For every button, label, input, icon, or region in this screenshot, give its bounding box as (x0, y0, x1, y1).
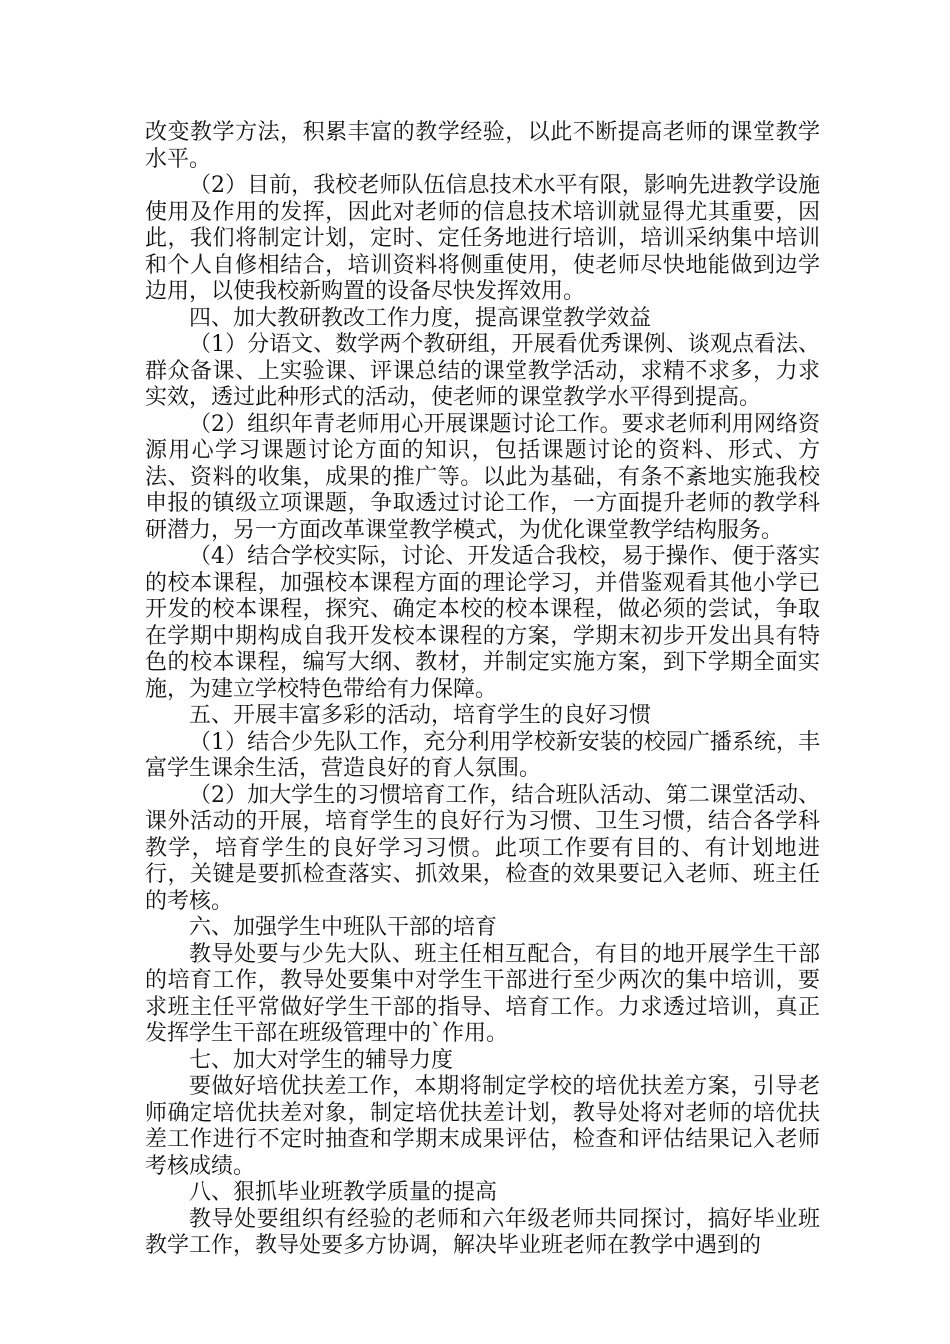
paragraph-graduating-class: 教导处要组织有经验的老师和六年级老师共同探讨，搞好毕业班教学工作，教导处要多方协调，解决毕业班老师在教学中遇到的 (145, 1206, 820, 1258)
paragraph-student-cadres: 教导处要与少先大队、班主任相互配合，有目的地开展学生干部的培育工作，教导处要集中对学生干部进行至少两次的集中培训，要求班主任平常做好学生干部的指导、培育工作。力求透过培训，真正发挥学生干部在班级管理中的`作用。 (145, 941, 820, 1046)
paragraph-habits: （2）加大学生的习惯培育工作，结合班队活动、第二课堂活动、课外活动的开展，培育学生的良好行为习惯、卫生习惯，结合各学科教学，培育学生的良好学习习惯。此项工作要有目的、有计划地进行，关键是要抓检查落实、抓效果，检查的效果要记入老师、班主任的考核。 (145, 782, 820, 914)
paragraph-young-teachers: （2）组织年青老师用心开展课题讨论工作。要求老师利用网络资源用心学习课题讨论方面的知识，包括课题讨论的资料、形式、方法、资料的收集，成果的推广等。以此为基础，有条不紊地实施我校申报的镇级立项课题，争取透过讨论工作，一方面提升老师的教学科研潜力，另一方面改革课堂教学模式，为优化课堂教学结构服务。 (145, 411, 820, 543)
paragraph-research-groups: （1）分语文、数学两个教研组，开展看优秀课例、谈观点看法、群众备课、上实验课、评课总结的课堂教学活动，求精不求多，力求实效，透过此种形式的活动，使老师的课堂教学水平得到提高。 (145, 332, 820, 410)
section-heading-8: 八、狠抓毕业班教学质量的提高 (189, 1180, 498, 1205)
paragraph-young-pioneers: （1）结合少先队工作，充分利用学校新安装的校园广播系统，丰富学生课余生活，营造良好的育人氛围。 (145, 729, 820, 781)
document-body (145, 120, 820, 1260)
section-heading-4: 四、加大教研教改工作力度，提高课堂教学效益 (189, 305, 652, 331)
section-heading-6: 六、加强学生中班队干部的培育 (189, 915, 498, 940)
paragraph-school-curriculum: （4）结合学校实际，讨论、开发适合我校，易于操作、便于落实的校本课程，加强校本课程方面的理论学习，并借鉴观看其他小学已开发的校本课程，探究、确定本校的校本课程，做必须的尝试，争取在学期中期构成自我开发校本课程的方案，学期末初步开发出具有特色的校本课程，编写大纲、教材，并制定实施方案，到下学期全面实施，为建立学校特色带给有力保障。 (145, 544, 820, 702)
paragraph-tutoring: 要做好培优扶差工作，本期将制定学校的培优扶差方案，引导老师确定培优扶差对象，制定培优扶差计划，教导处将对老师的培优扶差工作进行不定时抽查和学期末成果评估，检查和评估结果记入老师考核成绩。 (145, 1074, 820, 1179)
paragraph-it-training: （2）目前，我校老师队伍信息技术水平有限，影响先进教学设施使用及作用的发挥，因此对老师的信息技术培训就显得尤其重要，因此，我们将制定计划，定时、定任务地进行培训，培训采纳集中培训和个人自修相结合，培训资料将侧重使用，使老师尽快地能做到边学边用，以使我校新购置的设备尽快发挥效用。 (145, 173, 820, 304)
section-heading-7: 七、加大对学生的辅导力度 (189, 1047, 454, 1073)
section-heading-5: 五、开展丰富多彩的活动，培育学生的良好习惯 (189, 703, 652, 728)
paragraph-continuation: 改变教学方法，积累丰富的教学经验，以此不断提高老师的课堂教学水平。 (145, 120, 820, 172)
